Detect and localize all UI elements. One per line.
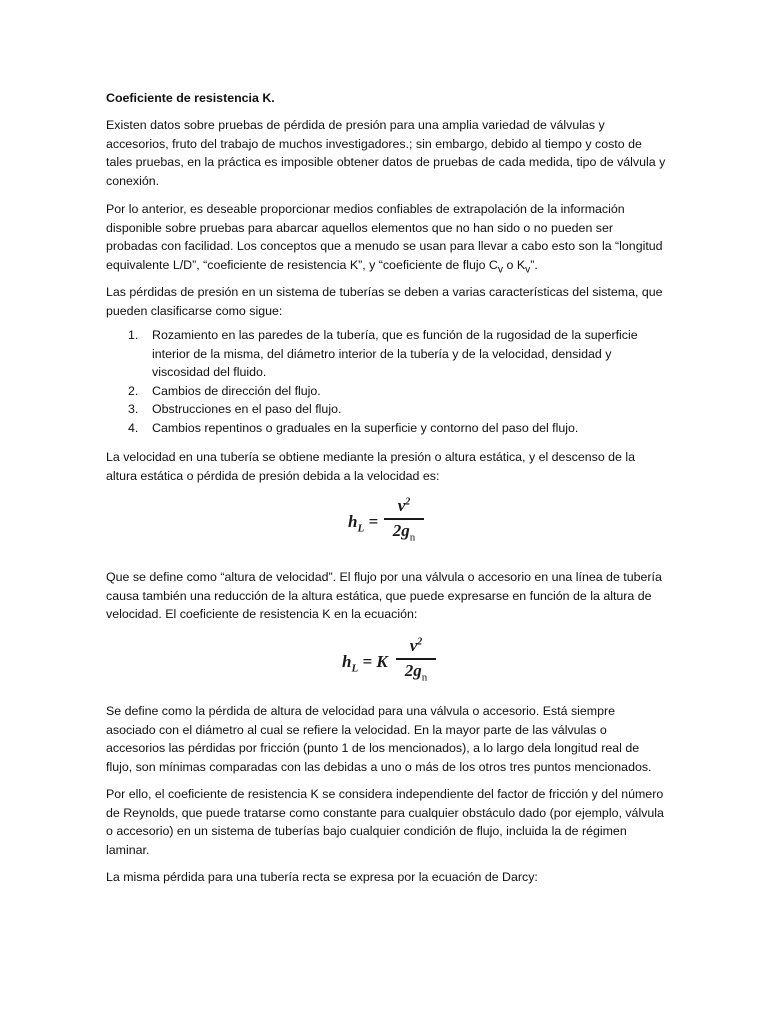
paragraph-8: La misma pérdida para una tubería recta se expresa por la ecuación de Darcy:: [106, 870, 538, 884]
list-item-text: Obstrucciones en el paso del flujo.: [152, 402, 342, 416]
equation-fraction: [384, 496, 424, 543]
subscript-kv: v: [525, 263, 531, 275]
paragraph-2: [106, 200, 666, 279]
loss-causes-list: [128, 326, 668, 437]
equation-denominator: $2g_n$: [404, 660, 428, 683]
list-item: [128, 419, 668, 438]
list-item-number: 3.: [128, 402, 139, 416]
velocity-head-equation: [348, 494, 428, 554]
paragraph-2-text: Por lo anterior, es deseable proporcionar medios confiables de extrapolación de la información disponible sobre pruebas para abarcar aquellos elementos que no han sido o no pueden ser probadas con facilidad. Los conceptos que a menudo se usan para llevar a cabo esto son la “longitud equivalente L/D”, “coeficiente de resistencia K”, y “coeficiente de flujo C: [106, 202, 663, 272]
fraction-bar: [384, 518, 424, 520]
paragraph-4: La velocidad en una tubería se obtiene mediante la presión o altura estática, y el descenso de la altura estática o pérdida de presión debida a la velocidad es:: [106, 450, 636, 483]
paragraph-7: Por ello, el coeficiente de resistencia K se considera independiente del factor de fricción y del número de Reynolds, que puede tratarse como constante para cualquier obstáculo dado (por ejemplo, válvula o accesorio) en un sistema de tuberías bajo cualquier condición de flujo, incluida la de régimen laminar.: [106, 787, 664, 857]
list-item-number: 1.: [128, 328, 139, 342]
paragraph-1: Existen datos sobre pruebas de pérdida de presión para una amplia variedad de válvulas y accesorios, fruto del trabajo de muchos investigadores.; sin embargo, debido al tiempo y costo de tales pruebas, en la práctica es imposible obtener datos de pruebas de cada medida, tipo de válvula y conexión.: [106, 118, 666, 188]
list-item-text: Cambios repentinos o graduales en la superficie y contorno del paso del flujo.: [152, 420, 579, 435]
equation-denominator: $2g_n$: [392, 520, 416, 543]
subscript-cv: v: [497, 263, 504, 275]
list-item-text: Rozamiento en las paredes de la tubería, que es función de la rugosidad de la superficie interior de la misma, del diámetro interior de la tubería y de la velocidad, densidad y viscosidad del fluido.: [152, 328, 638, 379]
equation-numerator: $v^2$: [397, 496, 411, 515]
list-item-text: Cambios de dirección del flujo.: [152, 383, 321, 398]
equation-numerator: $v^2$: [409, 636, 423, 655]
section-title: Coeficiente de resistencia K.: [106, 91, 275, 105]
equation-lhs: $h_L = K$: [342, 652, 388, 675]
equation-fraction: [396, 636, 436, 683]
list-item-number: 4.: [128, 420, 139, 435]
resistance-coefficient-equation: [342, 634, 442, 694]
paragraph-2-end: ”.: [530, 257, 538, 272]
list-item: [128, 400, 668, 419]
paragraph-5: Que se define como “altura de velocidad”. El flujo por una válvula o accesorio en una línea de tubería causa también una reducción de la altura estática, que puede expresarse en función de la altura de velocidad. El coeficiente de resistencia K en la ecuación:: [106, 570, 662, 621]
paragraph-6: Se define como la pérdida de altura de velocidad para una válvula o accesorio. Está siempre asociado con el diámetro al cual se refiere la velocidad. En la mayor parte de las válvulas o accesorios las pérdidas por fricción (punto 1 de los mencionados), a lo largo dela longitud real de flujo, son mínimas comparadas con las debidas a uno o más de los otros tres puntos mencionados.: [106, 704, 652, 774]
equation-lhs: $h_L$ =: [348, 512, 379, 535]
list-item: [128, 382, 668, 401]
fraction-bar: [396, 658, 436, 660]
paragraph-2-mid: o K: [503, 257, 526, 272]
paragraph-3: Las pérdidas de presión en un sistema de tuberías se deben a varias características del sistema, que pueden clasificarse como sigue:: [106, 285, 663, 318]
list-item-number: 2.: [128, 383, 139, 398]
list-item: [128, 326, 668, 382]
